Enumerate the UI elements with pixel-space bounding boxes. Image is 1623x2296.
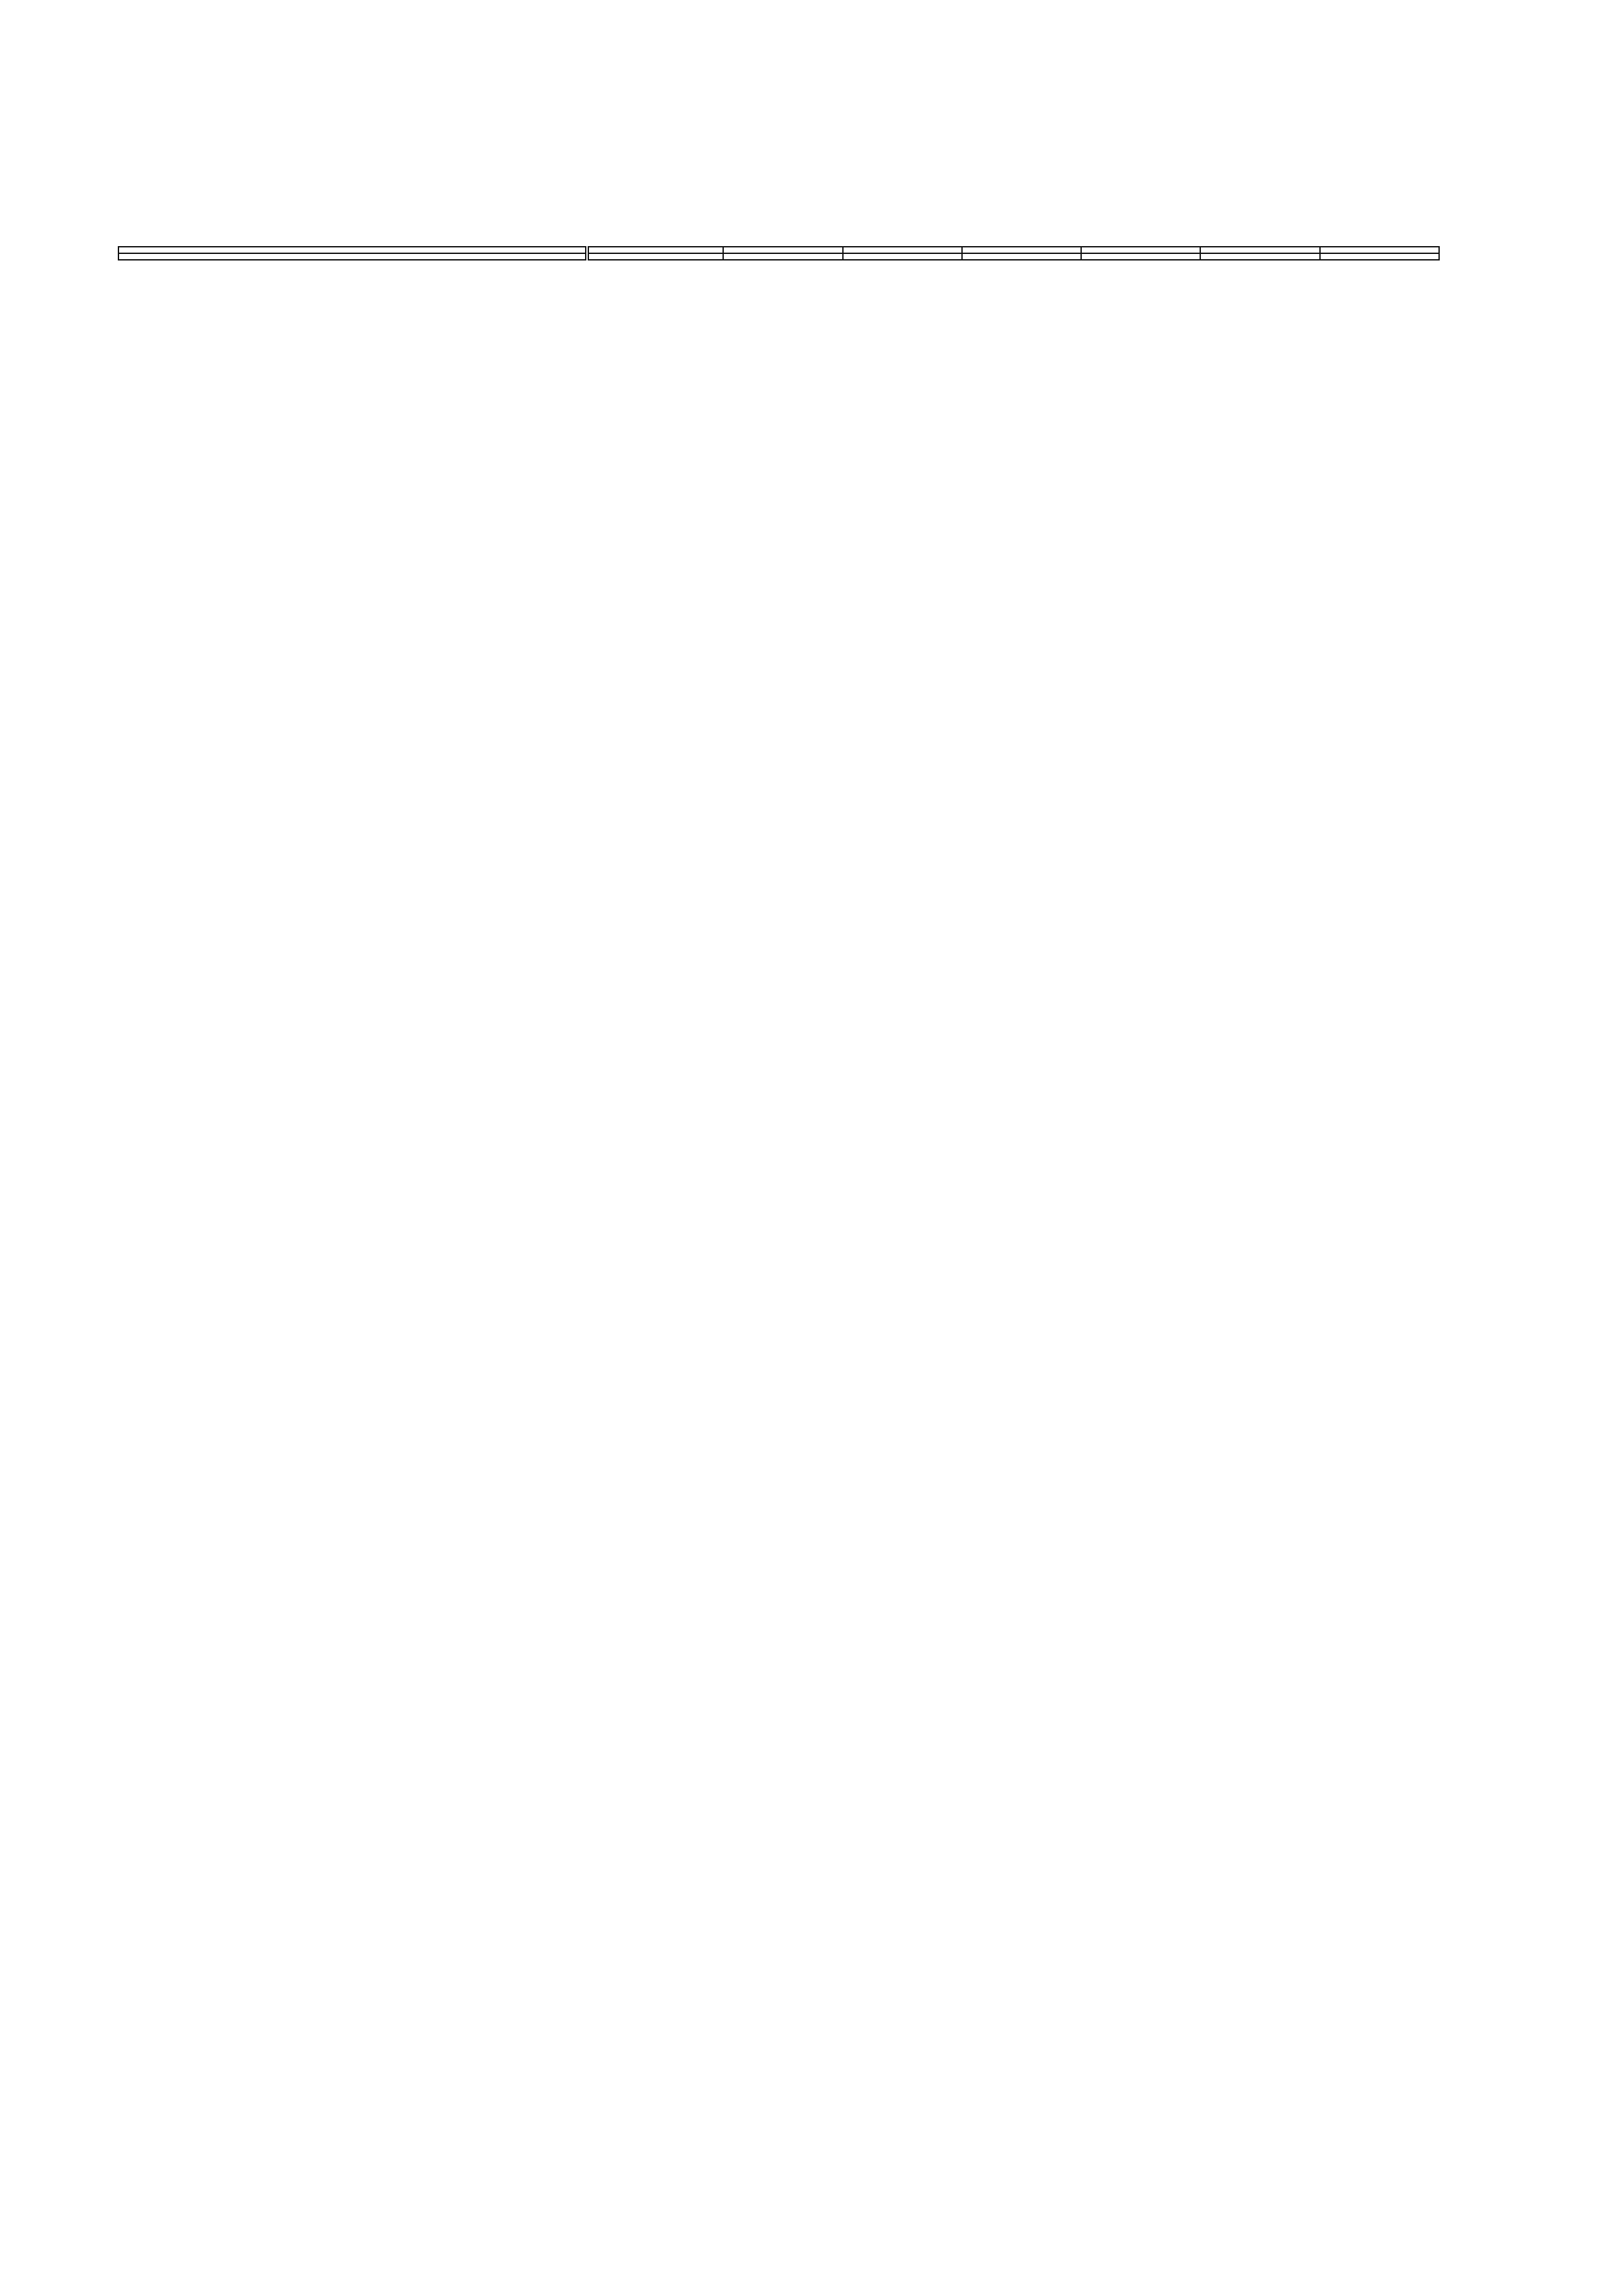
current-table	[118, 246, 1440, 260]
table-row-header	[118, 253, 587, 260]
table-cell	[1200, 253, 1319, 260]
document-body	[118, 223, 1440, 287]
table-cell	[962, 247, 1081, 253]
table-cell	[962, 253, 1081, 260]
table-cell	[587, 247, 723, 253]
table-cell	[1320, 247, 1439, 253]
table-cell	[1081, 253, 1200, 260]
table-cell	[587, 253, 723, 260]
table-cell	[1200, 247, 1319, 253]
table-row-header	[118, 247, 587, 253]
table-cell	[843, 247, 962, 253]
table-cell	[723, 253, 842, 260]
table-cell	[723, 247, 842, 253]
table-cell	[1081, 247, 1200, 253]
table-cell	[1320, 253, 1439, 260]
table-row	[118, 253, 1439, 260]
table-row	[118, 247, 1439, 253]
table-cell	[843, 253, 962, 260]
